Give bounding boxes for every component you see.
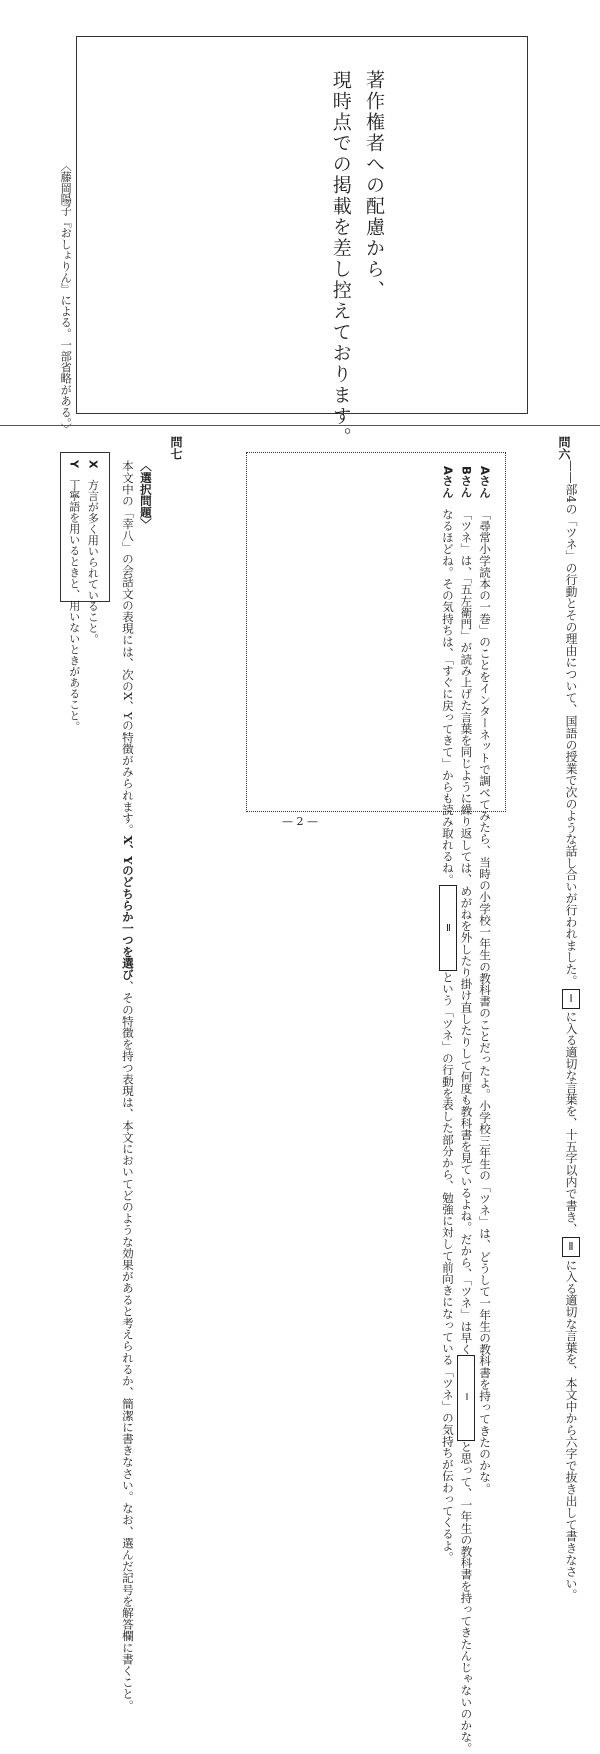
- blank-box-1: Ⅰ: [457, 1355, 475, 1441]
- option-y: [68, 460, 81, 732]
- dialogue-a2-text: なるほどね。その気持ちは、「すぐに戻ってきて」からも読み取れるね。: [440, 508, 455, 886]
- q6-text-part2: に入る適切な言葉を、十五字以内で書き、: [564, 1010, 578, 1235]
- option-x-key: X: [86, 460, 100, 469]
- dialogue: [438, 466, 494, 1754]
- notice-line-2: 現時点での掲載を差し控えております。: [329, 70, 352, 448]
- option-y-text: 丁寧語を用いるときと、用いないときがあること。: [67, 478, 81, 732]
- dialogue-a2-text2: という「ツネ」の行動を表した部分から、勉強に対して前向きになっている「ツネ」の気持ちが伝わってくるよ。: [440, 971, 455, 1563]
- dialogue-b-text2: と思って、一年生の教科書を持ってきたんじゃないのかな。: [459, 1440, 474, 1754]
- option-y-key: Y: [67, 460, 81, 468]
- q6-box-label-1: Ⅰ: [562, 989, 580, 1009]
- copyright-notice: [324, 70, 391, 448]
- speaker-a-2: Aさん: [440, 466, 455, 499]
- q6-box-label-2: Ⅱ: [562, 1237, 580, 1257]
- q7-number: 問七: [169, 436, 183, 460]
- source-citation: 〈藤岡陽子『おしょりん』による。一部省略がある。〉: [59, 160, 73, 435]
- q6-number: 問六: [557, 436, 571, 460]
- dialogue-b-text: 「ツネ」は、「五左衛門」が読み上げた言葉を同じように繰り返しては、めがねを外したり掛け直したりして何度も教科書を見ているよね。だから、「ツネ」は早く: [459, 508, 474, 1355]
- speaker-b: Bさん: [459, 466, 474, 499]
- q6-instructions: [562, 460, 580, 1602]
- q6-text-part3: に入る適切な言葉を、本文中から六字で抜き出して書きなさい。: [564, 1258, 578, 1602]
- q6-text-part1: ——部4の「ツネ」の行動とその理由について、国語の授業で次のような話し合いが行われました。: [564, 460, 578, 987]
- notice-line-1: 著作権者への配慮から、: [363, 70, 385, 301]
- dialogue-a1-text: 「尋常小学読本の一巻」のことをインターネットで調べてみたら、当時の小学校一年生の教科書のことだったよ。小学校三年生の「ツネ」は、どうして一年生の教科書を持ってきたのかな。: [478, 508, 492, 1495]
- option-x: [86, 460, 99, 644]
- page-number: — 2 —: [282, 815, 318, 828]
- speaker-a-1: Aさん: [478, 466, 492, 499]
- q7-instructions: [118, 460, 154, 1712]
- q7-text-part1: 本文中の「幸八」の会話文の表現には、次のX、Yの特徴がみられます。: [120, 460, 135, 836]
- q7-text-part2: 、その特徴を持つ表現は、本文においてどのような効果があると考えられるか、簡潔に書きなさい。なお、選んだ記号を解答欄に書くこと。: [120, 980, 135, 1712]
- options-list: [64, 460, 101, 732]
- q7-text-bold: X、Yのどちらか一つを選び: [120, 835, 135, 981]
- blank-box-2: Ⅱ: [439, 885, 457, 971]
- option-x-text: 方言が多く用いられていること。: [86, 479, 100, 645]
- section-divider: [0, 425, 600, 426]
- q7-tag: 〈選択問題〉: [138, 460, 153, 530]
- excerpt-frame: [76, 36, 528, 414]
